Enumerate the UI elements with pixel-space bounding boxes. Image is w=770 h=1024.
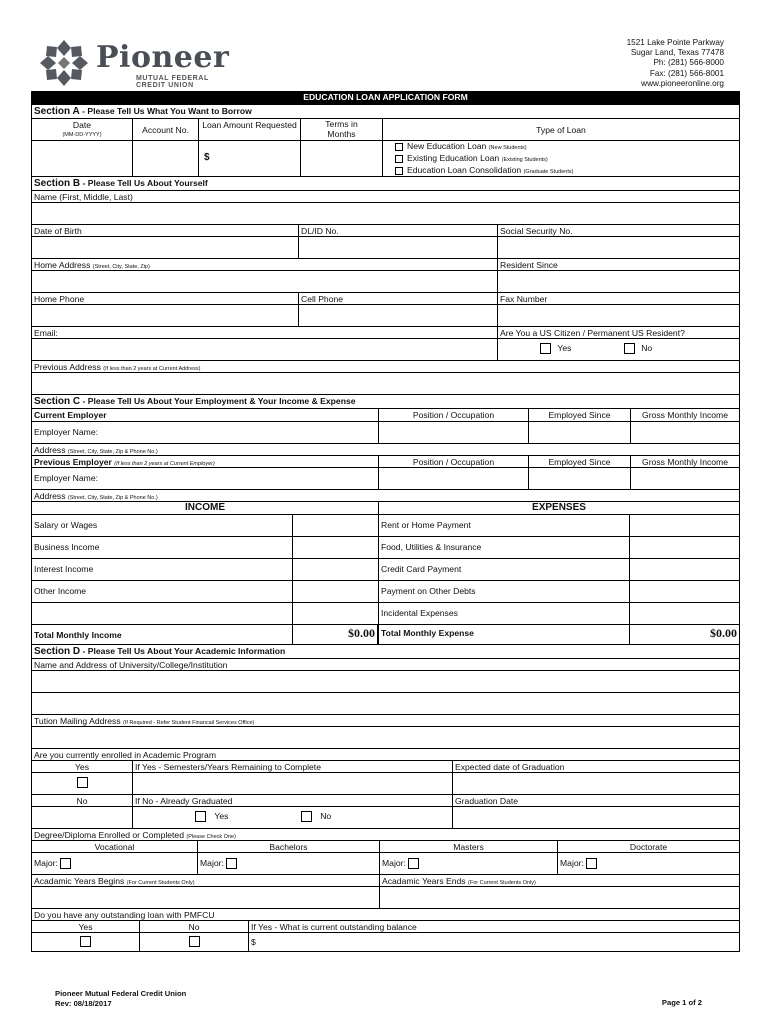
years-ends-hint: (For Current Students Only) <box>468 880 536 886</box>
home-address-field[interactable] <box>32 271 498 292</box>
checkbox-doctorate[interactable] <box>586 858 597 869</box>
section-b-title: Section B <box>34 178 81 189</box>
checkbox-existing-loan[interactable] <box>395 155 403 163</box>
dob-field[interactable] <box>32 237 299 258</box>
type-of-loan-label: Type of Loan <box>536 125 586 135</box>
expenses-header: EXPENSES <box>532 502 586 513</box>
enrolled-yes-header <box>31 761 740 773</box>
university-field[interactable] <box>32 671 739 692</box>
section-a-header-row <box>31 119 740 141</box>
cell-phone-field[interactable] <box>299 305 498 326</box>
checkbox-bachelors[interactable] <box>226 858 237 869</box>
income-header: INCOME <box>32 502 379 514</box>
yes-label: Yes <box>557 343 572 353</box>
application-form <box>31 91 740 952</box>
degree-label-row <box>31 829 740 841</box>
grad-date-field[interactable] <box>453 807 739 828</box>
outstanding-input-row <box>31 933 740 952</box>
total-income-label: Total Monthly Income <box>32 625 293 644</box>
outstanding-header-row <box>31 921 740 933</box>
section-d-title: Section D <box>34 646 81 657</box>
tuition-field[interactable] <box>32 727 739 748</box>
total-expense-value: $0.00 <box>710 626 737 640</box>
contact-address <box>627 38 724 89</box>
section-c-title: Section C <box>34 396 81 407</box>
yes-label: Yes <box>32 761 133 772</box>
expected-grad-field[interactable] <box>453 773 739 794</box>
expense-label: Credit Card Payment <box>379 559 630 580</box>
loan-type-option[interactable] <box>395 141 737 153</box>
checkbox-vocational[interactable] <box>60 858 71 869</box>
phone-label-row <box>31 293 740 305</box>
checkbox-graduated-no[interactable] <box>301 811 312 822</box>
footer-rev: Rev: 08/18/2017 <box>55 999 112 1008</box>
checkbox-citizen-no[interactable] <box>624 343 635 354</box>
income-expense-header <box>31 502 740 515</box>
home-phone-label: Home Phone <box>32 293 299 304</box>
section-c-subtitle: - Please Tell Us About Your Employment & Your Income & Expense <box>80 396 356 406</box>
checkbox-citizen-yes[interactable] <box>540 343 551 354</box>
resident-since-field[interactable] <box>498 271 739 292</box>
if-yes-balance-label: If Yes - What is current outstanding balance <box>251 922 417 932</box>
years-begins-label: Acadamic Years Begins <box>34 876 125 886</box>
address-line: 1521 Lake Pointe Parkway <box>626 38 724 47</box>
address-label: Address <box>34 445 66 455</box>
footer-org <box>55 989 186 1009</box>
income-label <box>32 603 293 624</box>
current-employer-row <box>31 422 740 444</box>
previous-employer-header-row <box>31 456 740 468</box>
outstanding-no-cell <box>140 933 249 951</box>
fax-label: Fax Number <box>500 294 548 304</box>
previous-employer-label-cell <box>32 456 379 467</box>
position-label: Position / Occupation <box>379 456 529 467</box>
dollar-sign: $ <box>251 937 256 947</box>
major-label: Major: <box>200 858 224 868</box>
total-expense-label: Total Monthly Expense <box>379 625 630 644</box>
university-label-row <box>31 659 740 671</box>
email-label-row <box>31 327 740 339</box>
home-address-input-row <box>31 271 740 293</box>
position-field[interactable] <box>379 422 529 443</box>
pioneer-logo-icon <box>38 38 90 88</box>
employed-since-field[interactable] <box>529 468 631 489</box>
income-expense-row <box>31 581 740 603</box>
enrolled-no-header <box>31 795 740 807</box>
remaining-field[interactable] <box>133 773 453 794</box>
no-label: No <box>320 811 332 821</box>
address-hint: (Street, City, State, Zip & Phone No.) <box>67 449 158 455</box>
account-label: Account No. <box>133 119 199 140</box>
date-field[interactable] <box>32 141 133 176</box>
loan-type-hint: (Existing Students) <box>501 157 548 163</box>
date-hint: (MM-DD-YYYY) <box>62 132 102 138</box>
footer-org-name: Pioneer Mutual Federal Credit Union <box>55 989 187 998</box>
employer-address-cell[interactable] <box>32 444 739 455</box>
section-a-input-row <box>31 141 740 177</box>
dob-label-row <box>31 225 740 237</box>
terms-field[interactable] <box>301 141 383 176</box>
address-hint: (Street, City, State, Zip & Phone No.) <box>67 495 158 501</box>
degree-major-row <box>31 853 740 875</box>
prev-address-label: Previous Address <box>34 362 101 372</box>
outstanding-yes-cell <box>32 933 140 951</box>
income-label: Interest Income <box>32 559 293 580</box>
enrolled-yes-cell <box>32 773 133 794</box>
gross-income-label: Gross Monthly Income <box>642 410 728 420</box>
major-cell <box>32 853 198 874</box>
phone-line: Ph: (281) 566-8000 <box>653 58 724 68</box>
employed-since-label: Employed Since <box>529 409 631 421</box>
income-amount-field[interactable] <box>293 537 379 558</box>
no-label: No <box>641 343 653 353</box>
years-begins-field[interactable] <box>32 887 380 908</box>
major-label: Major: <box>382 858 406 868</box>
income-expense-row <box>31 559 740 581</box>
address-line: Sugar Land, Texas 77478 <box>630 48 724 58</box>
university-field[interactable] <box>32 693 739 714</box>
loan-type-option[interactable] <box>395 165 737 177</box>
major-label: Major: <box>34 858 58 868</box>
home-address-hint: (Street, City, State, Zip) <box>92 264 150 270</box>
loan-type-label: New Education Loan <box>407 141 487 151</box>
section-a-subtitle: - Please Tell Us What You Want to Borrow <box>79 106 252 116</box>
section-c-header <box>31 395 740 409</box>
loan-type-label: Existing Education Loan <box>407 153 500 163</box>
checkbox-new-loan[interactable] <box>395 143 403 151</box>
brand-subtitle: MUTUAL FEDERAL CREDIT UNION <box>136 75 209 89</box>
yes-label: Yes <box>32 921 140 932</box>
expense-label: Food, Utilities & Insurance <box>379 537 630 558</box>
enrolled-yes-row <box>31 773 740 795</box>
degree-masters: Masters <box>380 841 558 852</box>
name-input-row <box>31 203 740 225</box>
income-expense-row <box>31 537 740 559</box>
years-ends-label: Acadamic Years Ends <box>382 876 466 886</box>
name-label-row <box>31 191 740 203</box>
date-header <box>32 119 133 140</box>
prev-address-hint: (If less than 2 years at Current Address) <box>103 366 201 372</box>
current-employer-header-row <box>31 409 740 422</box>
dl-field[interactable] <box>299 237 498 258</box>
degree-header-row <box>31 841 740 853</box>
totals-row <box>31 625 740 645</box>
checkbox-enrolled-yes[interactable] <box>77 777 88 788</box>
employed-since-label: Employed Since <box>529 456 631 467</box>
checkbox-graduated-yes[interactable] <box>195 811 206 822</box>
university-row-1 <box>31 671 740 693</box>
prev-address-input-row <box>31 373 740 395</box>
balance-field[interactable] <box>249 933 739 951</box>
dob-label: Date of Birth <box>32 225 299 236</box>
years-begins-hint: (For Current Students Only) <box>126 880 195 886</box>
university-row-2 <box>31 693 740 715</box>
degree-vocational: Vocational <box>32 841 198 852</box>
previous-employer-hint: (If less than 2 years at Current Employer) <box>114 461 215 467</box>
employer-name-label: Employer Name: <box>32 468 379 489</box>
expense-amount-field[interactable] <box>630 581 739 602</box>
ssn-label: Social Security No. <box>500 226 573 236</box>
loan-type-hint: (Graduate Students) <box>523 169 574 175</box>
expense-amount-field[interactable] <box>630 537 739 558</box>
income-amount-field[interactable] <box>293 515 379 536</box>
income-expense-row <box>31 515 740 537</box>
loan-amount-field[interactable] <box>199 141 301 176</box>
no-label: No <box>140 921 249 932</box>
checkbox-outstanding-no[interactable] <box>189 936 200 947</box>
total-income-value: $0.00 <box>293 625 379 644</box>
income-amount-field[interactable] <box>293 559 379 580</box>
tuition-label-row <box>31 715 740 727</box>
previous-employer-address-row <box>31 490 740 502</box>
degree-doctorate: Doctorate <box>629 842 668 852</box>
current-employer-label: Current Employer <box>32 409 379 421</box>
account-number-field[interactable] <box>133 141 199 176</box>
academic-years-input-row <box>31 887 740 909</box>
income-label: Salary or Wages <box>32 515 293 536</box>
cell-phone-label: Cell Phone <box>299 293 498 304</box>
ssn-field[interactable] <box>498 237 739 258</box>
dl-label: DL/ID No. <box>299 225 498 236</box>
terms-label: Terms in Months <box>301 119 383 140</box>
enrolled-no-blank <box>32 807 133 828</box>
income-label: Other Income <box>32 581 293 602</box>
degree-hint: (Please Check One) <box>186 834 236 840</box>
expense-label: Payment on Other Debts <box>379 581 630 602</box>
fax-line: Fax: (281) 566-8001 <box>649 68 724 78</box>
loan-type-option[interactable] <box>395 153 737 165</box>
home-address-label: Home Address <box>34 260 91 270</box>
email-field[interactable] <box>32 339 498 360</box>
degree-label: Degree/Diploma Enrolled or Completed <box>34 830 184 840</box>
prev-address-label-row <box>31 361 740 373</box>
website-line: www.pioneeronline.org <box>641 78 724 88</box>
income-amount-field[interactable] <box>293 581 379 602</box>
expected-grad-label: Expected date of Graduation <box>455 762 565 772</box>
phone-input-row <box>31 305 740 327</box>
prev-address-label-cell <box>32 361 739 372</box>
section-a-title: Section A <box>34 106 80 117</box>
section-d-header <box>31 645 740 659</box>
position-label: Position / Occupation <box>379 409 529 421</box>
expense-label: Incidental Expenses <box>379 603 630 624</box>
outstanding-label-row <box>31 909 740 921</box>
citizen-label: Are You a US Citizen / Permanent US Resident? <box>500 328 685 338</box>
fax-field[interactable] <box>498 305 739 326</box>
if-yes-label: If Yes - Semesters/Years Remaining to Complete <box>133 761 453 772</box>
home-phone-field[interactable] <box>32 305 299 326</box>
expense-amount-field[interactable] <box>630 515 739 536</box>
checkbox-outstanding-yes[interactable] <box>80 936 91 947</box>
current-employer-address-row <box>31 444 740 456</box>
outstanding-label: Do you have any outstanding loan with PMFCU <box>34 910 215 920</box>
degree-bachelors: Bachelors <box>198 841 380 852</box>
loan-type-label: Education Loan Consolidation <box>407 165 522 175</box>
years-ends-label-cell <box>380 875 739 886</box>
previous-employer-label: Previous Employer <box>34 457 112 467</box>
enrolled-no-row <box>31 807 740 829</box>
grad-date-label: Graduation Date <box>455 796 519 806</box>
section-b-subtitle: - Please Tell Us About Yourself <box>80 178 208 188</box>
name-label: Name (First, Middle, Last) <box>34 192 133 202</box>
email-label: Email: <box>32 327 498 338</box>
no-label: No <box>32 795 133 806</box>
tuition-label: Tution Mailing Address <box>34 716 121 726</box>
loan-amount-label: Loan Amount Requested <box>199 119 301 140</box>
major-cell <box>558 853 739 874</box>
major-label: Major: <box>560 858 584 868</box>
checkbox-masters[interactable] <box>408 858 419 869</box>
previous-employer-row <box>31 468 740 490</box>
home-address-label-row <box>31 259 740 271</box>
dollar-sign: $ <box>204 152 210 163</box>
enrolled-label: Are you currently enrolled in Academic Program <box>34 750 216 760</box>
major-cell <box>380 853 558 874</box>
footer-page: Page 1 of 2 <box>661 998 702 1007</box>
expense-amount-field[interactable] <box>630 603 739 624</box>
major-cell <box>198 853 380 874</box>
loan-type-options <box>383 141 739 176</box>
employed-since-field[interactable] <box>529 422 631 443</box>
degree-label-cell <box>32 829 739 840</box>
checkbox-consolidation[interactable] <box>395 167 403 175</box>
prev-address-field[interactable] <box>32 373 739 394</box>
form-title: EDUCATION LOAN APPLICATION FORM <box>31 91 740 104</box>
income-expense-row <box>31 603 740 625</box>
employer-name-label: Employer Name: <box>32 422 379 443</box>
logo <box>38 38 238 88</box>
section-b-header <box>31 177 740 191</box>
years-begins-label-cell <box>32 875 380 886</box>
brand-name: Pioneer <box>96 40 230 75</box>
gross-income-field[interactable] <box>631 468 739 489</box>
yes-label: Yes <box>214 811 229 821</box>
income-expense-rows <box>31 515 740 625</box>
gross-income-field[interactable] <box>631 422 739 443</box>
name-field[interactable] <box>32 203 739 224</box>
dob-input-row <box>31 237 740 259</box>
enrolled-label-row <box>31 749 740 761</box>
email-input-row <box>31 339 740 361</box>
home-address-label-cell <box>32 259 498 270</box>
tuition-input-row <box>31 727 740 749</box>
loan-type-hint: (New Students) <box>488 145 527 151</box>
gross-income-label: Gross Monthly Income <box>642 457 728 467</box>
tuition-label-cell <box>32 715 739 726</box>
position-field[interactable] <box>379 468 529 489</box>
academic-years-label-row <box>31 875 740 887</box>
if-no-label: If No - Already Graduated <box>133 795 453 806</box>
income-label: Business Income <box>32 537 293 558</box>
address-label: Address <box>34 491 66 501</box>
expense-label: Rent or Home Payment <box>379 515 630 536</box>
graduated-options <box>133 807 453 828</box>
income-amount-field[interactable] <box>293 603 379 624</box>
section-a-header <box>31 104 740 119</box>
resident-since-label: Resident Since <box>500 260 558 270</box>
section-d-subtitle: - Please Tell Us About Your Academic Information <box>80 646 286 656</box>
tuition-hint: (If Required - Refer Student Financail Services Office) <box>123 720 255 726</box>
citizen-options <box>498 339 739 360</box>
employer-address-cell[interactable] <box>32 490 739 501</box>
university-label: Name and Address of University/College/Institution <box>34 660 228 670</box>
date-label: Date <box>72 120 92 130</box>
years-ends-field[interactable] <box>380 887 739 908</box>
expense-amount-field[interactable] <box>630 559 739 580</box>
